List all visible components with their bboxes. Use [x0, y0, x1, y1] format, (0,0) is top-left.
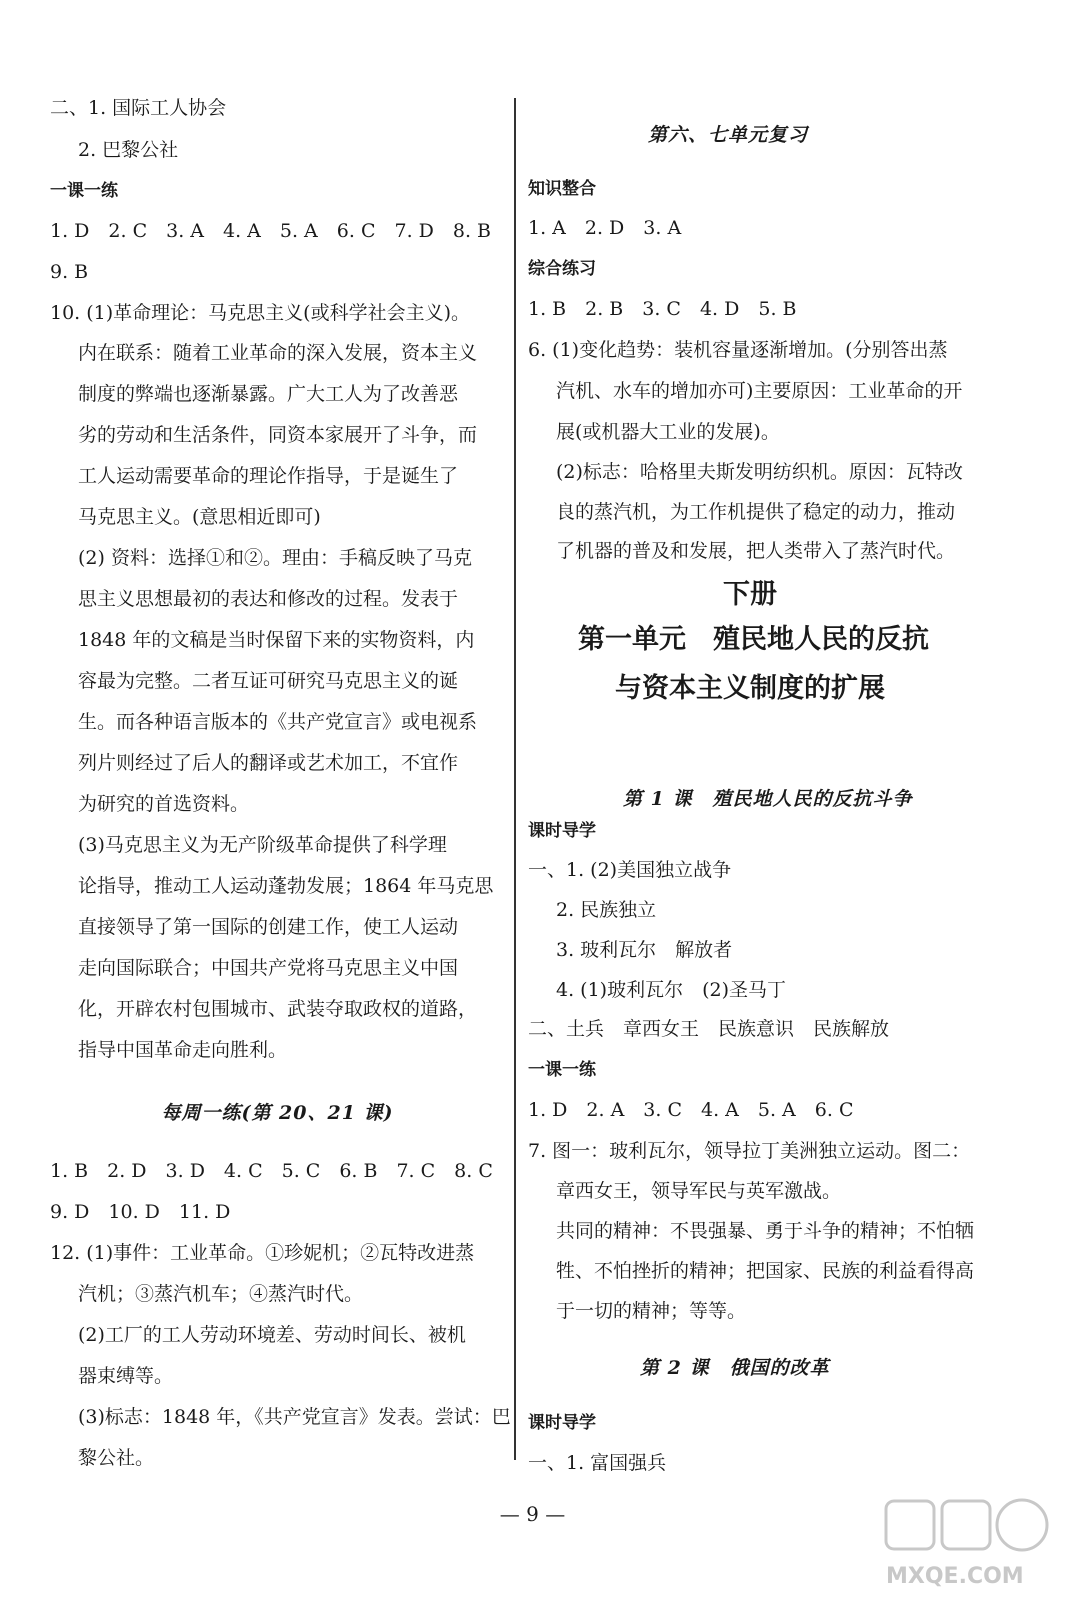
- lesson-title: 第 2 课 俄国的改革: [640, 1357, 830, 1379]
- text-line: 为研究的首选资料。: [78, 793, 250, 815]
- text-line: 共同的精神：不畏强暴、勇于斗争的精神；不怕牺: [556, 1220, 975, 1242]
- text-line: 列片则经过了后人的翻译或艺术加工，不宜作: [78, 752, 459, 774]
- text-line: 容最为完整。二者互证可研究马克思主义的诞: [78, 670, 459, 692]
- text-line: 汽机；③蒸汽机车；④蒸汽时代。: [78, 1283, 364, 1305]
- text-line: 化，开辟农村包围城市、武装夺取政权的道路，: [78, 998, 478, 1020]
- text-line: (2)标志：哈格里夫斯发明纺织机。原因：瓦特改: [556, 461, 963, 483]
- text-line: 二、土兵 章西女王 民族意识 民族解放: [528, 1018, 890, 1040]
- weekly-practice-title: 每周一练(第 20、21 课): [161, 1102, 394, 1124]
- section-heading: 知识整合: [528, 179, 596, 199]
- section-heading: 一课一练: [528, 1060, 596, 1080]
- text-line: 6. (1)变化趋势：装机容量逐渐增加。(分别答出蒸: [528, 339, 948, 361]
- text-line: 生。而各种语言版本的《共产党宣言》或电视系: [78, 711, 478, 733]
- unit-title: 第一单元 殖民地人民的反抗: [578, 624, 929, 655]
- review-title: 第六、七单元复习: [648, 124, 809, 146]
- text-line: 良的蒸汽机，为工作机提供了稳定的动力，推动: [556, 501, 956, 523]
- text-line: 2. 巴黎公社: [78, 139, 179, 161]
- text-line: 思主义思想最初的表达和修改的过程。发表于: [78, 588, 459, 610]
- text-line: 10. (1)革命理论：马克思主义(或科学社会主义)。: [50, 302, 470, 324]
- watermark-logo: [880, 1495, 1060, 1595]
- unit-subtitle: 与资本主义制度的扩展: [615, 673, 885, 704]
- text-line: 走向国际联合；中国共产党将马克思主义中国: [78, 957, 459, 979]
- answer-line: 9. B: [50, 261, 89, 283]
- answer-line: 1. D 2. C 3. A 4. A 5. A 6. C 7. D 8. B: [50, 220, 492, 242]
- volume-title: 下册: [723, 579, 777, 610]
- text-line: 器束缚等。: [78, 1365, 174, 1387]
- text-line: 于一切的精神；等等。: [556, 1300, 747, 1322]
- text-line: 汽机、水车的增加亦可)主要原因：工业革命的开: [556, 380, 963, 402]
- answer-line: 1. B 2. B 3. C 4. D 5. B: [528, 298, 797, 320]
- section-heading: 课时导学: [528, 1413, 596, 1433]
- answer-line: 1. B 2. D 3. D 4. C 5. C 6. B 7. C 8. C: [50, 1160, 493, 1182]
- text-line: 一、1. (2)美国独立战争: [528, 859, 732, 881]
- text-line: 二、1. 国际工人协会: [50, 97, 227, 119]
- column-divider: [514, 98, 516, 1460]
- page-number: — 9 —: [499, 1502, 566, 1526]
- section-heading: 课时导学: [528, 821, 596, 841]
- text-line: 12. (1)事件：工业革命。①珍妮机；②瓦特改进蒸: [50, 1242, 475, 1264]
- text-line: 内在联系：随着工业革命的深入发展，资本主义: [78, 342, 478, 364]
- text-line: 2. 民族独立: [556, 899, 657, 921]
- text-line: 4. (1)玻利瓦尔 (2)圣马丁: [556, 979, 786, 1001]
- text-line: (2)工厂的工人劳动环境差、劳动时间长、被机: [78, 1324, 466, 1346]
- text-line: 展(或机器大工业的发展)。: [556, 421, 780, 443]
- section-heading: 综合练习: [528, 259, 596, 279]
- text-line: 劣的劳动和生活条件，同资本家展开了斗争，而: [78, 424, 478, 446]
- lesson-title: 第 1 课 殖民地人民的反抗斗争: [623, 788, 913, 810]
- text-line: 马克思主义。(意思相近即可): [78, 506, 321, 528]
- answer-line: 1. A 2. D 3. A: [528, 217, 682, 239]
- text-line: 黎公社。: [78, 1447, 155, 1469]
- svg-text:MXQE.COM: MXQE.COM: [886, 1564, 1024, 1589]
- text-line: 牲、不怕挫折的精神；把国家、民族的利益看得高: [556, 1260, 975, 1282]
- answer-line: 9. D 10. D 11. D: [50, 1201, 231, 1223]
- text-line: 了机器的普及和发展，把人类带入了蒸汽时代。: [556, 540, 956, 562]
- text-line: 章西女王，领导军民与英军激战。: [556, 1180, 842, 1202]
- text-line: (3)马克思主义为无产阶级革命提供了科学理: [78, 834, 447, 856]
- text-line: 指导中国革命走向胜利。: [78, 1039, 288, 1061]
- section-heading: 一课一练: [50, 181, 118, 201]
- text-line: (3)标志：1848 年，《共产党宣言》发表。尝试：巴: [78, 1406, 511, 1428]
- text-line: 直接领导了第一国际的创建工作，使工人运动: [78, 916, 459, 938]
- text-line: 3. 玻利瓦尔 解放者: [556, 939, 733, 961]
- text-line: 制度的弊端也逐渐暴露。广大工人为了改善恶: [78, 383, 459, 405]
- answer-line: 1. D 2. A 3. C 4. A 5. A 6. C: [528, 1099, 854, 1121]
- text-line: 1848 年的文稿是当时保留下来的实物资料，内: [78, 629, 475, 651]
- text-line: 论指导，推动工人运动蓬勃发展；1864 年马克思: [78, 875, 494, 897]
- text-line: 7. 图一：玻利瓦尔，领导拉丁美洲独立运动。图二：: [528, 1140, 971, 1162]
- text-line: 工人运动需要革命的理论作指导，于是诞生了: [78, 465, 459, 487]
- text-line: 一、1. 富国强兵: [528, 1452, 667, 1474]
- text-line: (2) 资料：选择①和②。理由：手稿反映了马克: [78, 547, 472, 569]
